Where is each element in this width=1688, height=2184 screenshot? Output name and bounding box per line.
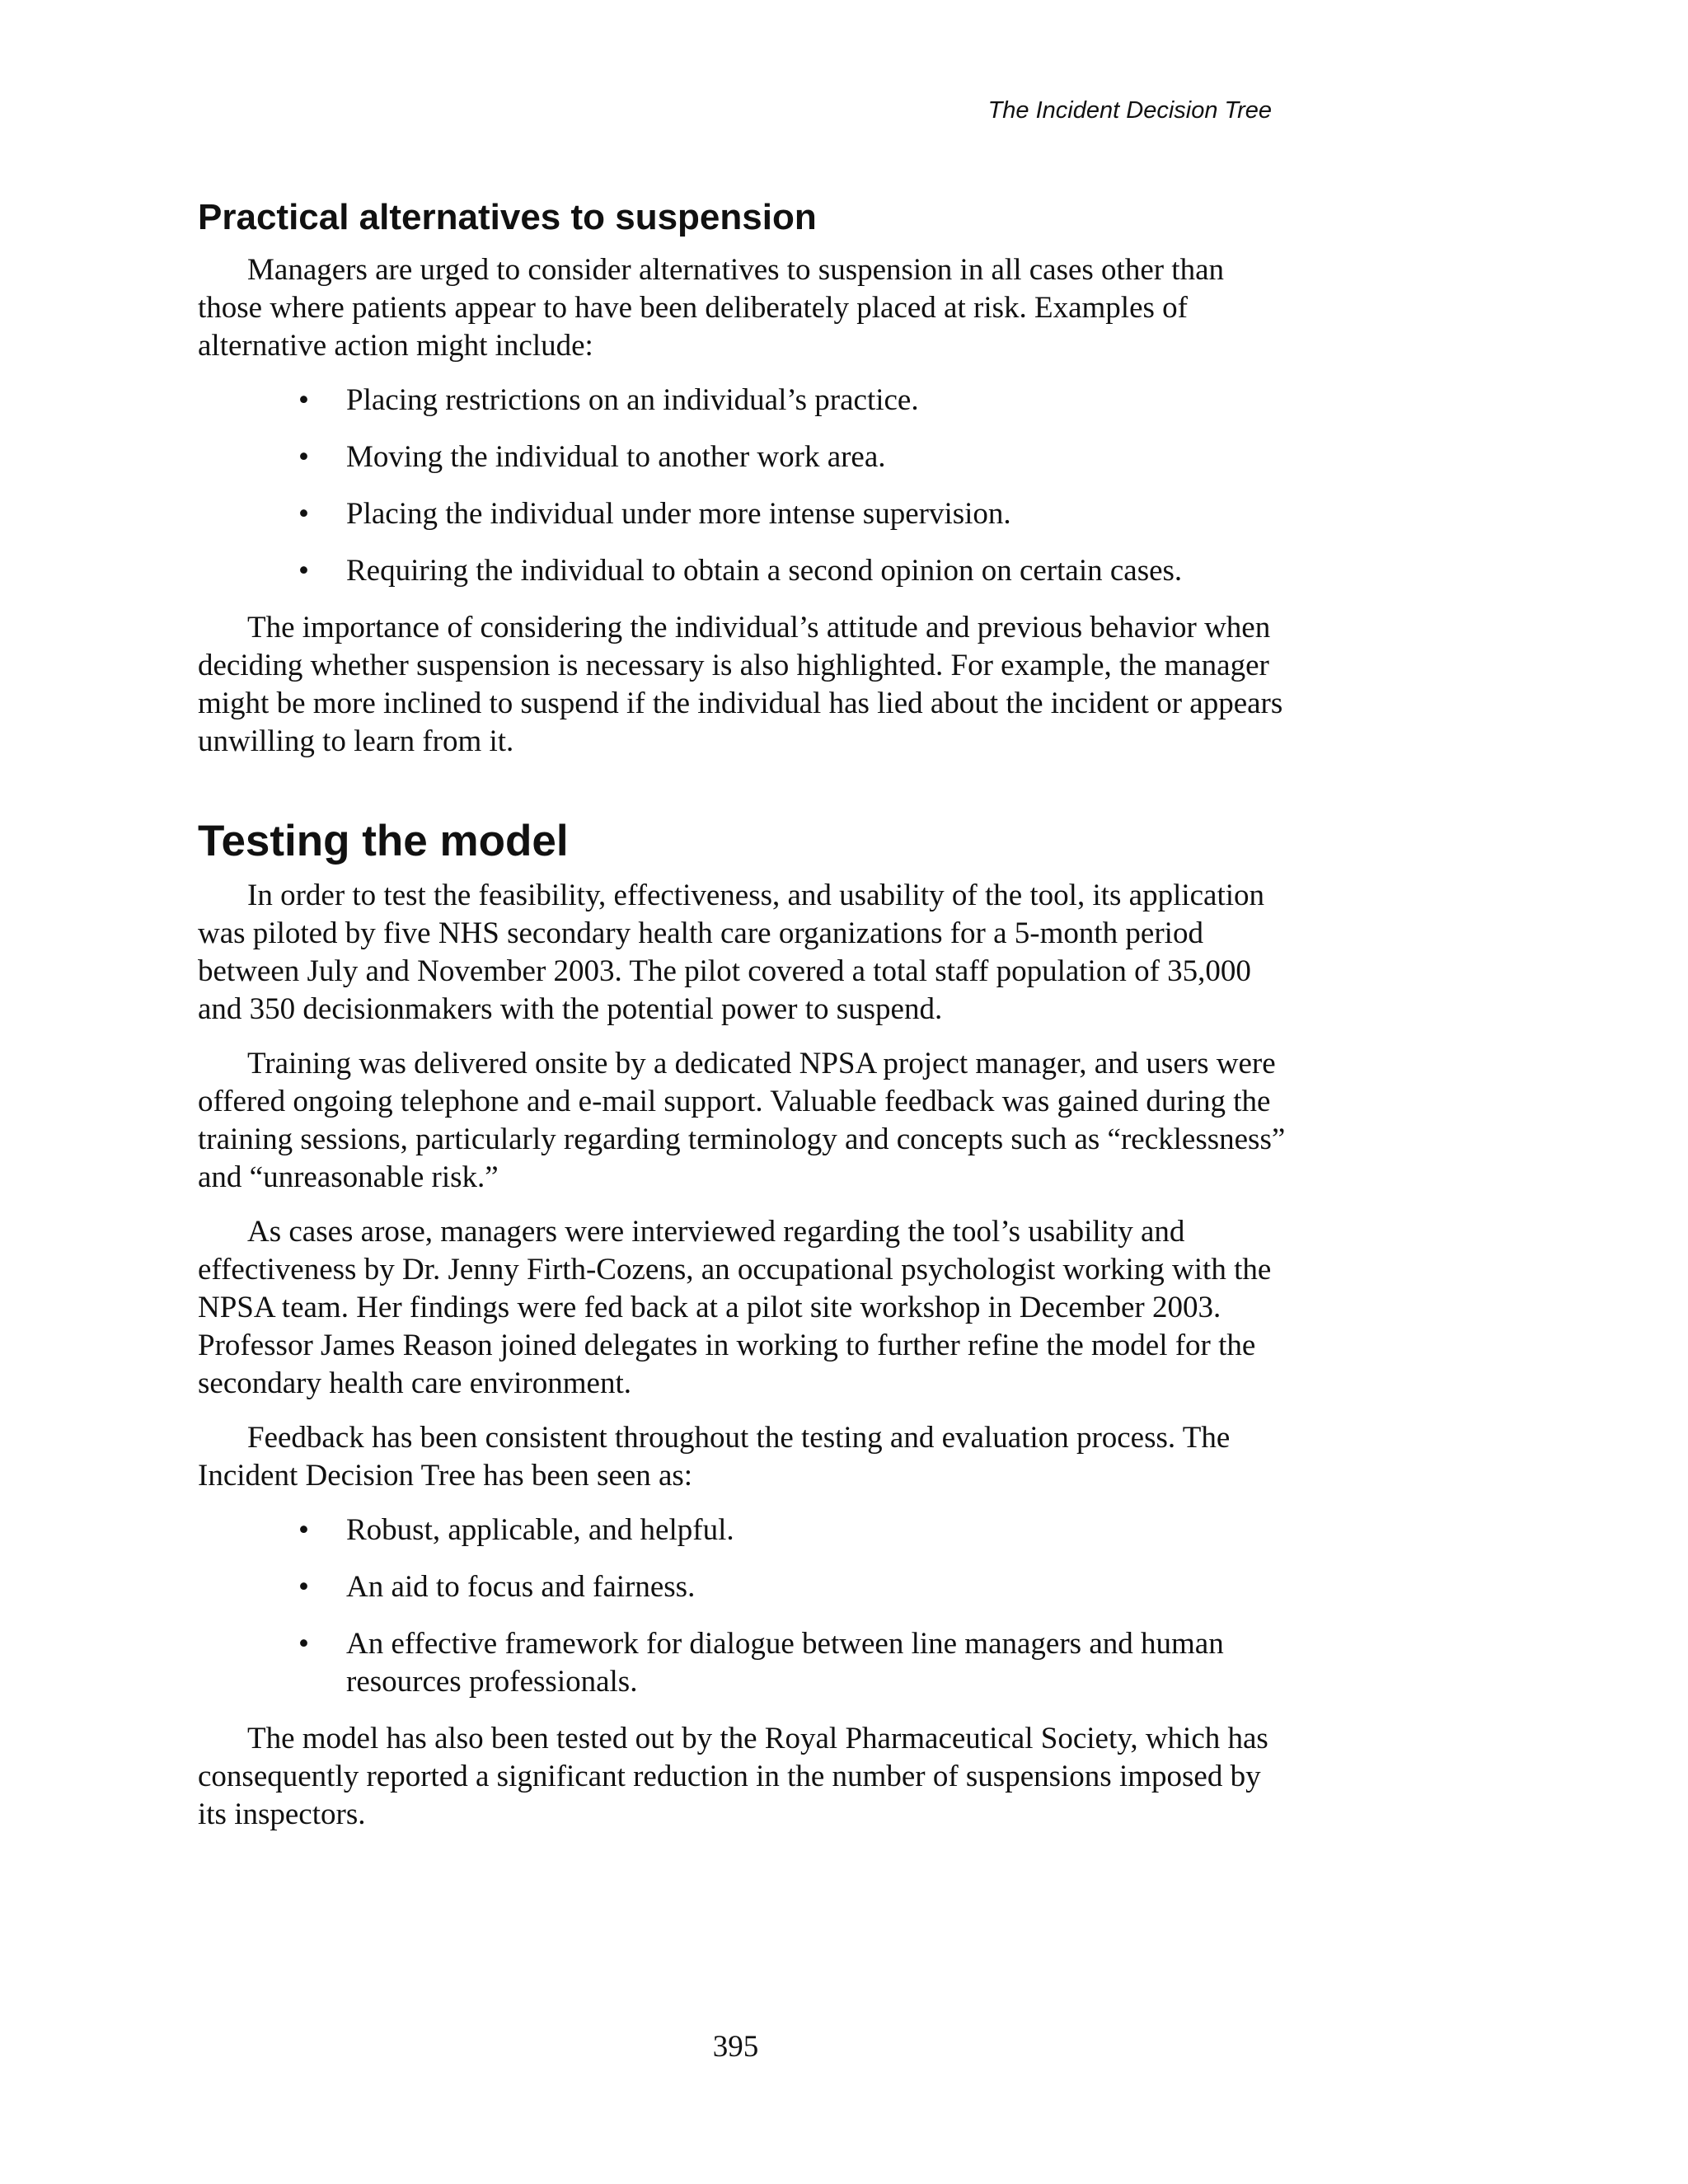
paragraph: The model has also been tested out by the Royal Pharmaceutical Society, which has consequently reported a significant reduction in the number of suspensions imposed by its inspectors. [198,1722,1268,1832]
list-item [298,1625,1286,1701]
bullet-icon: • [298,439,309,474]
section-spacer [198,777,1286,815]
list-item [298,382,1286,419]
list-item-text: Placing the individual under more intense supervision. [346,496,1011,531]
section-heading-alternatives: Practical alternatives to suspension [198,197,817,237]
list-item-text: Requiring the individual to obtain a second opinion on certain cases. [346,553,1183,588]
bullet-icon: • [298,1570,309,1605]
paragraph: In order to test the feasibility, effectiveness, and usability of the tool, its application was piloted by five NHS secondary health care organizations for a 5-month period between July and November 2003. The pilot covered a total staff population of 35,000 and 350 decisionmakers with the potential power to suspend. [198,879,1265,1027]
list-item [298,1568,1286,1606]
paragraph: As cases arose, managers were interviewed regarding the tool’s usability and effectiveness by Dr. Jenny Firth-Cozens, an occupational psychologist working with the NPSA team. Her findings were fed back at a pilot site workshop in December 2003. Professor James Reason joined delegates in working to further refine the model for the secondary health care environment. [198,1215,1272,1401]
paragraph: Feedback has been consistent throughout the testing and evaluation process. The Incident Decision Tree has been seen as: [198,1421,1231,1493]
paragraph: Training was delivered onsite by a dedicated NPSA project manager, and users were offered ongoing telephone and e-mail support. Valuable feedback was gained during the training sessions, particularly regarding terminology and concepts such as “recklessness” and “unreasonable risk.” [198,1047,1286,1195]
bullet-icon: • [298,553,309,588]
bullet-icon: • [298,1513,309,1548]
bullet-list-alternatives [198,382,1286,590]
section-heading-testing: Testing the model [198,816,569,865]
list-item [298,1511,1286,1549]
list-item-text: Robust, applicable, and helpful. [346,1513,734,1548]
page-number: 395 [712,2030,759,2064]
page-content [198,196,1286,1850]
list-item-text: Moving the individual to another work area. [346,439,886,474]
list-item [298,552,1286,590]
bullet-icon: • [298,1627,309,1661]
bullet-list-feedback [198,1511,1286,1701]
list-item-text: An aid to focus and fairness. [346,1570,696,1605]
list-item [298,438,1286,476]
bullet-icon: • [298,496,309,531]
list-item-text: An effective framework for dialogue between line managers and human resources professionals. [346,1627,1224,1699]
paragraph: Managers are urged to consider alternatives to suspension in all cases other than those where patients appear to have been deliberately placed at risk. Examples of alternative action might include: [198,252,1225,363]
list-item-text: Placing restrictions on an individual’s practice. [346,382,919,417]
list-item [298,495,1286,533]
bullet-icon: • [298,382,309,417]
paragraph: The importance of considering the individual’s attitude and previous behavior when deciding whether suspension is necessary is also highlighted. For example, the manager might be more inclined to suspend if the individual has lied about the incident or appears unwilling to learn from it. [198,610,1283,758]
running-header: The Incident Decision Tree [987,97,1272,124]
